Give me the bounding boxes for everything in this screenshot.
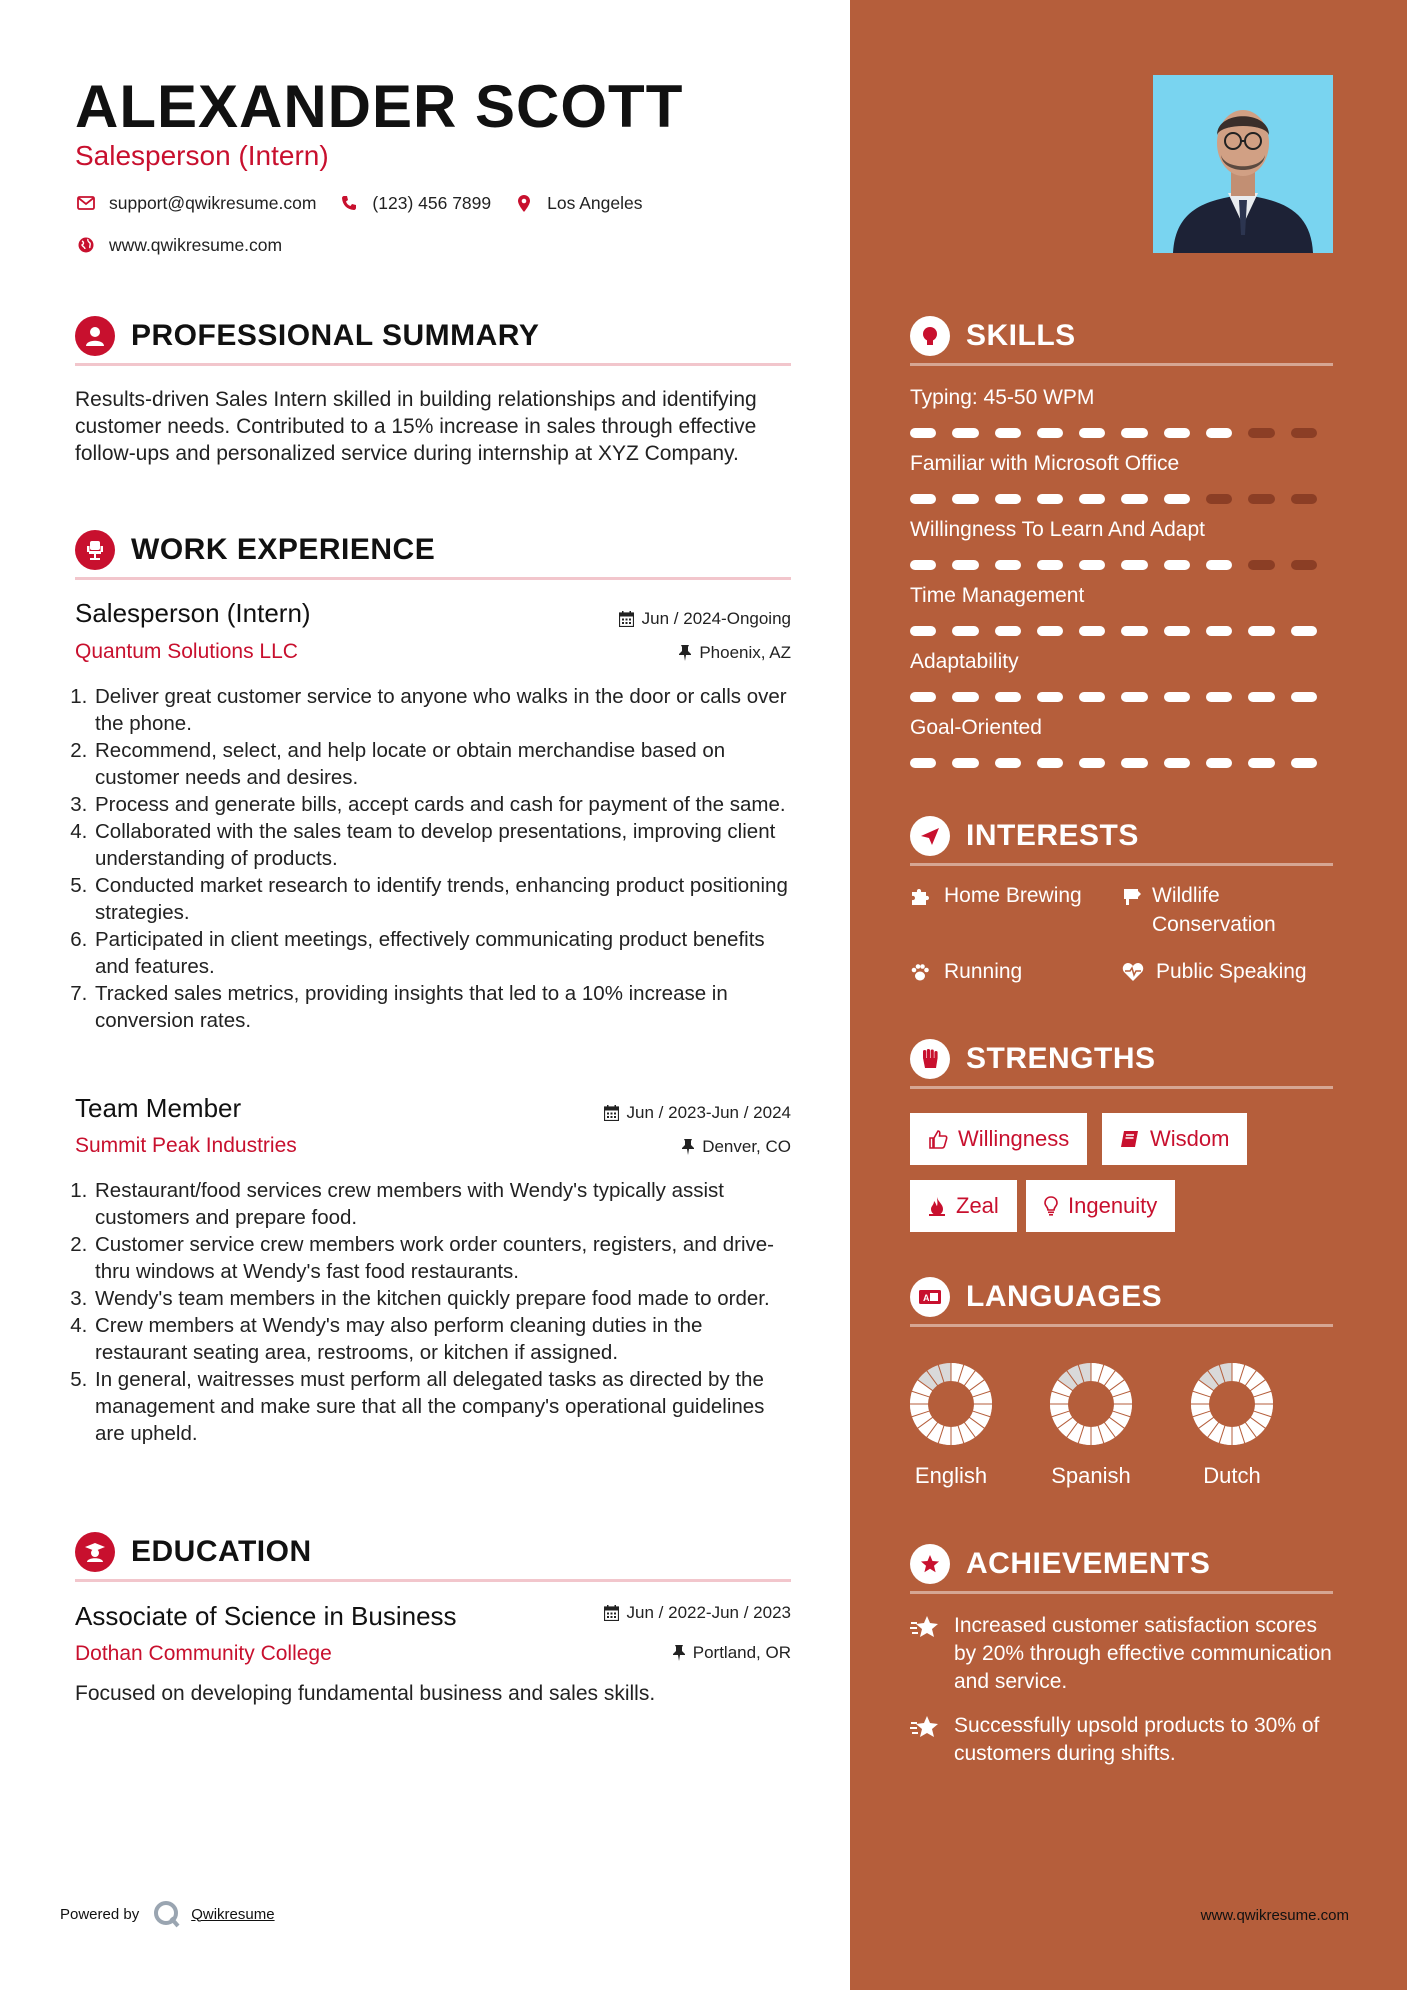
list-item: 4. Collaborated with the sales team to develop presentations, improving client understanding of products. <box>93 818 791 872</box>
skill-name: Willingness To Learn And Adapt <box>910 518 1205 541</box>
skill-item <box>910 716 1333 768</box>
book-icon <box>1120 1129 1140 1149</box>
skill-level-dot <box>995 626 1021 636</box>
education-text: Focused on developing fundamental business and sales skills. <box>75 1682 656 1705</box>
interest-item <box>1122 881 1312 939</box>
job-2-location <box>560 1137 791 1157</box>
skill-level-dot <box>952 692 978 702</box>
user-icon <box>75 316 115 356</box>
contact-row <box>75 192 665 214</box>
skill-level-dot <box>1164 626 1190 636</box>
interest-label: Running <box>944 960 1023 983</box>
skill-item <box>910 386 1333 438</box>
experience-heading <box>75 530 435 570</box>
thumbs-up-icon <box>928 1129 948 1149</box>
skill-level-dot <box>1037 758 1063 768</box>
list-item: 5. In general, waitresses must perform all delegated tasks as directed by the management and make sure that all the company's operational guidelines are upheld. <box>93 1366 791 1447</box>
job-1-title: Salesperson (Intern) <box>75 598 311 628</box>
strength-label: Ingenuity <box>1068 1193 1158 1218</box>
skill-level-dot <box>1248 626 1274 636</box>
achievements-divider <box>910 1591 1333 1594</box>
profile-photo <box>1153 75 1333 253</box>
achievement-text: Increased customer satisfaction scores by 20% through effective communication and service. <box>954 1614 1332 1693</box>
language-item <box>1177 1362 1287 1489</box>
phone-icon <box>338 192 360 214</box>
qwikresume-logo-icon <box>153 1900 181 1928</box>
lightbulb-icon <box>910 316 950 356</box>
education-degree: Associate of Science in Business <box>75 1601 457 1631</box>
skill-level-dot <box>1291 758 1317 768</box>
star-icon <box>910 1612 942 1696</box>
lightbulb-icon <box>1044 1196 1058 1216</box>
candidate-name: ALEXANDER SCOTT <box>75 73 684 140</box>
skills-heading <box>910 316 1076 356</box>
achievement-text: Successfully upsold products to 30% of customers during shifts. <box>954 1714 1320 1765</box>
skill-level-bar <box>910 494 1333 504</box>
job-2-location-text: Denver, CO <box>702 1137 791 1156</box>
strength-badge <box>1026 1180 1175 1232</box>
job-1-location <box>560 643 791 663</box>
skill-level-dot <box>910 560 936 570</box>
skill-level-dot <box>1164 428 1190 438</box>
job-1-dates-text: Jun / 2024-Ongoing <box>641 609 791 628</box>
list-item: 3. Wendy's team members in the kitchen quickly prepare food made to order. <box>93 1285 791 1312</box>
skill-name: Typing: 45-50 WPM <box>910 386 1095 409</box>
graduate-icon <box>75 1532 115 1572</box>
job-2-duties <box>75 1177 791 1447</box>
job-2-company: Summit Peak Industries <box>75 1134 297 1157</box>
skill-level-bar <box>910 428 1333 438</box>
languages-title: LANGUAGES <box>966 1280 1163 1313</box>
skill-level-dot <box>1164 758 1190 768</box>
website-text: www.qwikresume.com <box>109 234 283 255</box>
skill-level-dot <box>910 692 936 702</box>
calendar-icon <box>619 611 634 627</box>
skill-level-bar <box>910 758 1333 768</box>
language-donut <box>1190 1362 1274 1446</box>
strength-badge <box>910 1180 1017 1232</box>
skill-level-dot <box>1079 494 1105 504</box>
fist-icon <box>910 1039 950 1079</box>
skill-level-dot <box>910 428 936 438</box>
education-dates-text: Jun / 2022-Jun / 2023 <box>626 1603 791 1622</box>
interest-item <box>1122 957 1307 986</box>
skill-level-dot <box>1121 626 1147 636</box>
phone-text: (123) 456 7899 <box>372 192 492 213</box>
skill-level-dot <box>1206 692 1232 702</box>
strength-label: Wisdom <box>1150 1126 1230 1151</box>
website-item[interactable] <box>75 234 282 256</box>
summary-divider <box>75 363 791 366</box>
puzzle-icon <box>910 881 934 910</box>
email-text: support@qwikresume.com <box>109 192 317 213</box>
language-item <box>1036 1362 1146 1489</box>
strength-label: Willingness <box>958 1126 1070 1151</box>
job-1-duties <box>75 683 791 1034</box>
skill-item <box>910 584 1333 636</box>
achievements-title: ACHIEVEMENTS <box>966 1547 1211 1580</box>
education-school: Dothan Community College <box>75 1642 332 1665</box>
star-icon <box>910 1712 942 1768</box>
skill-level-dot <box>995 758 1021 768</box>
skill-level-dot <box>1037 626 1063 636</box>
achievement-item <box>910 1712 1333 1768</box>
skill-level-dot <box>1079 692 1105 702</box>
pin-icon <box>679 645 691 661</box>
skill-level-dot <box>952 560 978 570</box>
calendar-icon <box>604 1105 619 1121</box>
achievements-heading <box>910 1544 1210 1584</box>
achievement-item <box>910 1612 1333 1696</box>
skill-level-dot <box>1206 494 1232 504</box>
job-1-company: Quantum Solutions LLC <box>75 640 298 663</box>
interest-item <box>910 957 1022 986</box>
languages-heading <box>910 1277 1162 1317</box>
skill-level-dot <box>1248 494 1274 504</box>
pin-icon <box>673 1645 685 1661</box>
skills-title: SKILLS <box>966 319 1076 352</box>
education-location <box>560 1643 791 1663</box>
interests-heading <box>910 816 1139 856</box>
list-item: 1. Deliver great customer service to anyone who walks in the door or calls over the phone. <box>93 683 791 737</box>
skill-level-dot <box>1291 560 1317 570</box>
education-location-text: Portland, OR <box>692 1643 791 1662</box>
skill-name: Goal-Oriented <box>910 716 1042 739</box>
skill-name: Time Management <box>910 584 1085 607</box>
fire-icon <box>928 1196 946 1216</box>
strength-badge <box>1102 1113 1247 1165</box>
phone-item[interactable] <box>338 192 491 214</box>
chair-icon <box>75 530 115 570</box>
skill-level-dot <box>995 560 1021 570</box>
strengths-divider <box>910 1086 1333 1089</box>
skill-level-dot <box>1079 560 1105 570</box>
skill-level-dot <box>1248 758 1274 768</box>
skill-level-dot <box>952 758 978 768</box>
skill-name: Adaptability <box>910 650 1019 673</box>
candidate-title: Salesperson (Intern) <box>75 140 329 171</box>
skill-level-dot <box>1037 494 1063 504</box>
skill-level-dot <box>995 692 1021 702</box>
skill-level-dot <box>910 758 936 768</box>
skill-level-dot <box>1206 428 1232 438</box>
interests-divider <box>910 863 1333 866</box>
skill-level-bar <box>910 692 1333 702</box>
email-item[interactable] <box>75 192 316 214</box>
skill-item <box>910 650 1333 702</box>
experience-title: WORK EXPERIENCE <box>131 533 436 566</box>
skill-level-dot <box>1248 560 1274 570</box>
skill-level-dot <box>1248 692 1274 702</box>
skill-level-dot <box>952 626 978 636</box>
summary-text: Results-driven Sales Intern skilled in building relationships and identifying customer needs. Contributed to a 15% increase in sales through effective follow-ups and personalized service during internship at XYZ Company. <box>75 388 757 465</box>
heartbeat-icon <box>1122 957 1146 986</box>
skill-level-dot <box>1121 758 1147 768</box>
skill-level-dot <box>1121 692 1147 702</box>
skill-level-dot <box>1291 494 1317 504</box>
interest-item <box>910 881 1082 910</box>
strengths-title: STRENGTHS <box>966 1042 1156 1075</box>
footer-site[interactable]: www.qwikresume.com <box>1200 1907 1349 1924</box>
strength-label: Zeal <box>956 1193 999 1218</box>
sidebar <box>850 0 1407 1990</box>
footer-powered <box>60 1900 275 1928</box>
education-dates <box>560 1603 791 1623</box>
summary-title: PROFESSIONAL SUMMARY <box>131 319 540 352</box>
language-donut <box>909 1362 993 1446</box>
website-row <box>75 234 304 256</box>
map-pin-icon <box>513 192 535 214</box>
list-item: 2. Customer service crew members work order counters, registers, and drive-thru windows at Wendy's fast food restaurants. <box>93 1231 791 1285</box>
list-item: 5. Conducted market research to identify trends, enhancing product positioning strategies. <box>93 872 791 926</box>
list-item: 6. Participated in client meetings, effectively communicating product benefits and features. <box>93 926 791 980</box>
globe-icon <box>75 234 97 256</box>
interest-label: Public Speaking <box>1156 960 1307 983</box>
language-label: English <box>914 1463 988 1488</box>
skill-level-bar <box>910 626 1333 636</box>
skill-level-dot <box>1291 692 1317 702</box>
skill-level-dot <box>1079 758 1105 768</box>
skill-level-dot <box>1206 758 1232 768</box>
location-text: Los Angeles <box>547 192 643 213</box>
list-item: 7. Tracked sales metrics, providing insights that led to a 10% increase in conversion rates. <box>93 980 791 1034</box>
skill-level-dot <box>1037 692 1063 702</box>
language-item <box>896 1362 1006 1489</box>
paper-plane-icon <box>910 816 950 856</box>
job-2-dates <box>560 1103 791 1123</box>
list-item: 1. Restaurant/food services crew members with Wendy's typically assist customers and prepare food. <box>93 1177 791 1231</box>
skill-level-dot <box>995 494 1021 504</box>
skill-name: Familiar with Microsoft Office <box>910 452 1180 475</box>
languages-divider <box>910 1324 1333 1327</box>
pin-icon <box>682 1139 694 1155</box>
list-item: 3. Process and generate bills, accept cards and cash for payment of the same. <box>93 791 791 818</box>
translate-icon <box>910 1277 950 1317</box>
skill-level-dot <box>1037 560 1063 570</box>
sign-icon <box>1122 881 1142 910</box>
skill-level-dot <box>910 494 936 504</box>
brand-link[interactable]: Qwikresume <box>191 1905 275 1923</box>
skill-level-dot <box>1037 428 1063 438</box>
skill-level-dot <box>1206 560 1232 570</box>
skill-level-dot <box>952 428 978 438</box>
strengths-heading <box>910 1039 1156 1079</box>
language-donut <box>1049 1362 1133 1446</box>
skill-level-dot <box>995 428 1021 438</box>
skill-level-dot <box>1079 626 1105 636</box>
skill-level-dot <box>1121 428 1147 438</box>
skill-level-dot <box>910 626 936 636</box>
job-2-title: Team Member <box>75 1093 242 1123</box>
skill-level-dot <box>1121 494 1147 504</box>
skill-level-dot <box>952 494 978 504</box>
experience-divider <box>75 577 791 580</box>
skill-level-dot <box>1121 560 1147 570</box>
language-label: Dutch <box>1203 1463 1261 1488</box>
list-item: 4. Crew members at Wendy's may also perform cleaning duties in the restaurant seating area, restrooms, or kitchen if assigned. <box>93 1312 791 1366</box>
education-divider <box>75 1579 791 1582</box>
powered-by-label: Powered by <box>60 1905 140 1923</box>
svg-text:A: A <box>923 1293 930 1303</box>
skill-level-dot <box>1248 428 1274 438</box>
job-1-dates <box>560 609 791 629</box>
language-label: Spanish <box>1051 1463 1131 1488</box>
interests-title: INTERESTS <box>966 819 1139 852</box>
job-2-dates-text: Jun / 2023-Jun / 2024 <box>626 1103 791 1122</box>
education-title: EDUCATION <box>131 1535 312 1568</box>
skill-level-dot <box>1206 626 1232 636</box>
skill-level-dot <box>1164 560 1190 570</box>
skill-level-dot <box>1164 692 1190 702</box>
skill-level-dot <box>1164 494 1190 504</box>
list-item: 2. Recommend, select, and help locate or obtain merchandise based on customer needs and desires. <box>93 737 791 791</box>
skill-item <box>910 518 1333 570</box>
summary-heading <box>75 316 539 356</box>
education-heading <box>75 1532 312 1572</box>
interest-label: Home Brewing <box>944 884 1082 907</box>
envelope-icon <box>75 192 97 214</box>
interest-label: Wildlife Conservation <box>1152 884 1276 936</box>
job-1-location-text: Phoenix, AZ <box>699 643 791 662</box>
calendar-icon <box>604 1605 619 1621</box>
skill-level-dot <box>1291 428 1317 438</box>
paw-icon <box>910 957 934 986</box>
skill-level-dot <box>1079 428 1105 438</box>
skill-level-bar <box>910 560 1333 570</box>
skills-divider <box>910 363 1333 366</box>
star-badge-icon <box>910 1544 950 1584</box>
skill-level-dot <box>1291 626 1317 636</box>
strength-badge <box>910 1113 1087 1165</box>
skill-item <box>910 452 1333 504</box>
location-item <box>513 192 642 214</box>
